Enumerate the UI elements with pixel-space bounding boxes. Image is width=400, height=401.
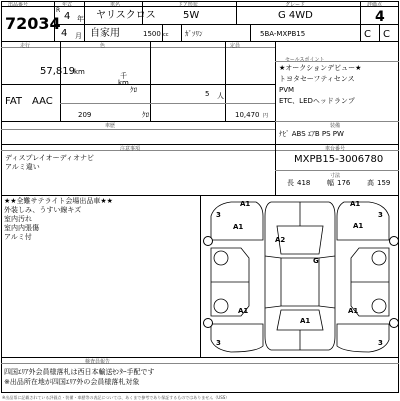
note-item: ディスプレイオーディオナビ bbox=[5, 154, 95, 162]
bottom-note: 四国ｴﾘｱ外会員様落札は西日本輸送ｾﾝﾀｰ手配です bbox=[4, 368, 155, 376]
capacity-header: 定員 bbox=[230, 43, 241, 49]
sales-point-list bbox=[279, 65, 361, 105]
ac-value: AAC bbox=[32, 96, 53, 107]
doors-header: ドア形状 bbox=[178, 2, 198, 8]
divider bbox=[250, 24, 251, 41]
bottom-note-header: 検査員報告 bbox=[85, 359, 111, 365]
damage-mark-a1: A1 bbox=[350, 200, 361, 208]
dim-width-label: 幅 bbox=[327, 179, 334, 187]
mileage-thousand-label: 千 bbox=[120, 72, 127, 80]
divider bbox=[1, 84, 275, 85]
dim-height: 159 bbox=[377, 179, 391, 187]
shift-value: FAT bbox=[5, 96, 23, 107]
divider bbox=[275, 61, 399, 62]
wheel-marker bbox=[389, 236, 399, 246]
size-header: 寸法 bbox=[330, 173, 341, 179]
cc-unit: cc bbox=[163, 32, 169, 38]
wheel-marker bbox=[203, 236, 213, 246]
sales-point-header: セールスポイント bbox=[285, 57, 325, 63]
price-value: 10,470 bbox=[235, 111, 260, 119]
divider bbox=[54, 24, 399, 25]
equipment-header: 装備 bbox=[330, 123, 341, 129]
divider bbox=[379, 24, 380, 41]
damage-mark-a1: A1 bbox=[353, 222, 364, 230]
car-damage-diagram bbox=[201, 196, 399, 356]
color-repeat: ｸﾛ bbox=[142, 111, 149, 119]
divider bbox=[60, 41, 61, 121]
lot-number: 72034 bbox=[5, 14, 61, 33]
damage-mark-a1: A1 bbox=[238, 307, 249, 315]
reporter-note: ★★全難サテライト会場出品車★★ bbox=[4, 197, 113, 205]
damage-mark-a1: A1 bbox=[233, 223, 244, 231]
dim-length: 418 bbox=[297, 179, 311, 187]
model-year: 4 bbox=[64, 11, 71, 22]
reporter-note: 外装しみ、うすい線キズ bbox=[4, 206, 82, 214]
divider bbox=[181, 24, 182, 41]
dim-width: 176 bbox=[337, 179, 351, 187]
divider bbox=[60, 103, 275, 104]
bottom-note: ※出品所在地が四国ｴﾘｱ外の会員様落札対象 bbox=[4, 378, 140, 386]
damage-mark-a1: A1 bbox=[300, 317, 311, 325]
divider bbox=[275, 41, 276, 144]
car-name: ヤリスクロス bbox=[96, 10, 156, 21]
usage-value: 自家用 bbox=[90, 28, 120, 39]
divider bbox=[1, 121, 275, 122]
notes-header: 注意事項 bbox=[120, 146, 141, 152]
mileage-unit: km bbox=[74, 68, 85, 76]
color-value: ｸﾛ bbox=[130, 86, 137, 94]
era: R bbox=[56, 7, 61, 14]
dim-length-label: 長 bbox=[287, 179, 294, 187]
year-unit: 年 bbox=[77, 15, 84, 23]
history-header: 車歴 bbox=[105, 123, 116, 129]
damage-mark-a2: A2 bbox=[275, 236, 286, 244]
equipment-list: ﾅﾋﾞ ABS ｴｱB PS PW bbox=[279, 130, 344, 138]
score-header: 評価点 bbox=[367, 2, 383, 8]
model-code: 5BA-MXPB15 bbox=[260, 30, 306, 38]
divider bbox=[360, 1, 361, 41]
wheel-marker bbox=[203, 318, 213, 328]
damage-mark-3: 3 bbox=[378, 339, 383, 347]
damage-mark-3: 3 bbox=[216, 211, 221, 219]
divider bbox=[1, 357, 399, 358]
price-unit: 円 bbox=[263, 113, 269, 119]
door-type: 5W bbox=[183, 10, 200, 21]
dim-height-label: 高 bbox=[367, 179, 374, 187]
grade-value: G 4WD bbox=[278, 10, 313, 21]
frame-number: MXPB15-3006780 bbox=[294, 154, 384, 165]
fuel-value: ｶﾞｿﾘﾝ bbox=[185, 30, 203, 38]
frame-header: 車台番号 bbox=[325, 146, 346, 152]
sales-point-item: ETC、LEDヘッドランプ bbox=[279, 97, 355, 105]
divider bbox=[1, 6, 399, 7]
wheel-marker bbox=[389, 318, 399, 328]
mileage-km-label: km bbox=[118, 79, 129, 87]
month-unit: 月 bbox=[75, 32, 82, 40]
divider bbox=[275, 170, 399, 171]
capacity-value: 5 bbox=[205, 90, 210, 98]
mileage-value: 57,819 bbox=[40, 66, 75, 77]
reporter-notes bbox=[4, 198, 113, 241]
lot-header: 出品番号 bbox=[8, 2, 29, 8]
divider bbox=[1, 129, 275, 130]
divider bbox=[150, 41, 151, 121]
color-header: 色 bbox=[100, 43, 106, 49]
sales-point-item: PVM bbox=[279, 86, 295, 94]
note-item: アルミ違い bbox=[5, 163, 40, 171]
sales-point-item: トヨタセーフティセンス bbox=[279, 75, 355, 83]
capacity-unit: 人 bbox=[217, 92, 224, 100]
divider bbox=[1, 363, 399, 364]
cc-value: 1500 bbox=[143, 30, 161, 38]
damage-mark-3: 3 bbox=[378, 211, 383, 219]
reporter-note: 室内汚れ bbox=[4, 215, 32, 223]
exterior-grade: C bbox=[383, 29, 390, 40]
color-number: 209 bbox=[78, 111, 92, 119]
reporter-note: アルミ付 bbox=[4, 233, 32, 241]
footer-disclaimer: ※出品票に記載されている評価点・装備・車歴等の表記については、あくまで参考であり保証するものではありません（USS） bbox=[2, 395, 230, 400]
damage-mark-a1: A1 bbox=[348, 307, 359, 315]
divider bbox=[236, 1, 237, 24]
damage-mark-3: 3 bbox=[216, 339, 221, 347]
car-name-header: 車名 bbox=[110, 2, 121, 8]
divider bbox=[225, 41, 226, 121]
reporter-note: 室内内張傷 bbox=[4, 224, 39, 232]
damage-mark-g: G bbox=[313, 257, 319, 265]
month-value: 4 bbox=[61, 28, 68, 39]
damage-mark-a1: A1 bbox=[240, 200, 251, 208]
score-value: 4 bbox=[375, 9, 385, 25]
grade-header: グレード bbox=[285, 2, 306, 8]
divider bbox=[84, 1, 85, 41]
mileage-header: 走行 bbox=[20, 43, 31, 49]
year-header: 年式 bbox=[62, 2, 73, 8]
interior-grade: C bbox=[364, 29, 371, 40]
sales-point-item: ★オークションデビュー★ bbox=[279, 64, 362, 72]
